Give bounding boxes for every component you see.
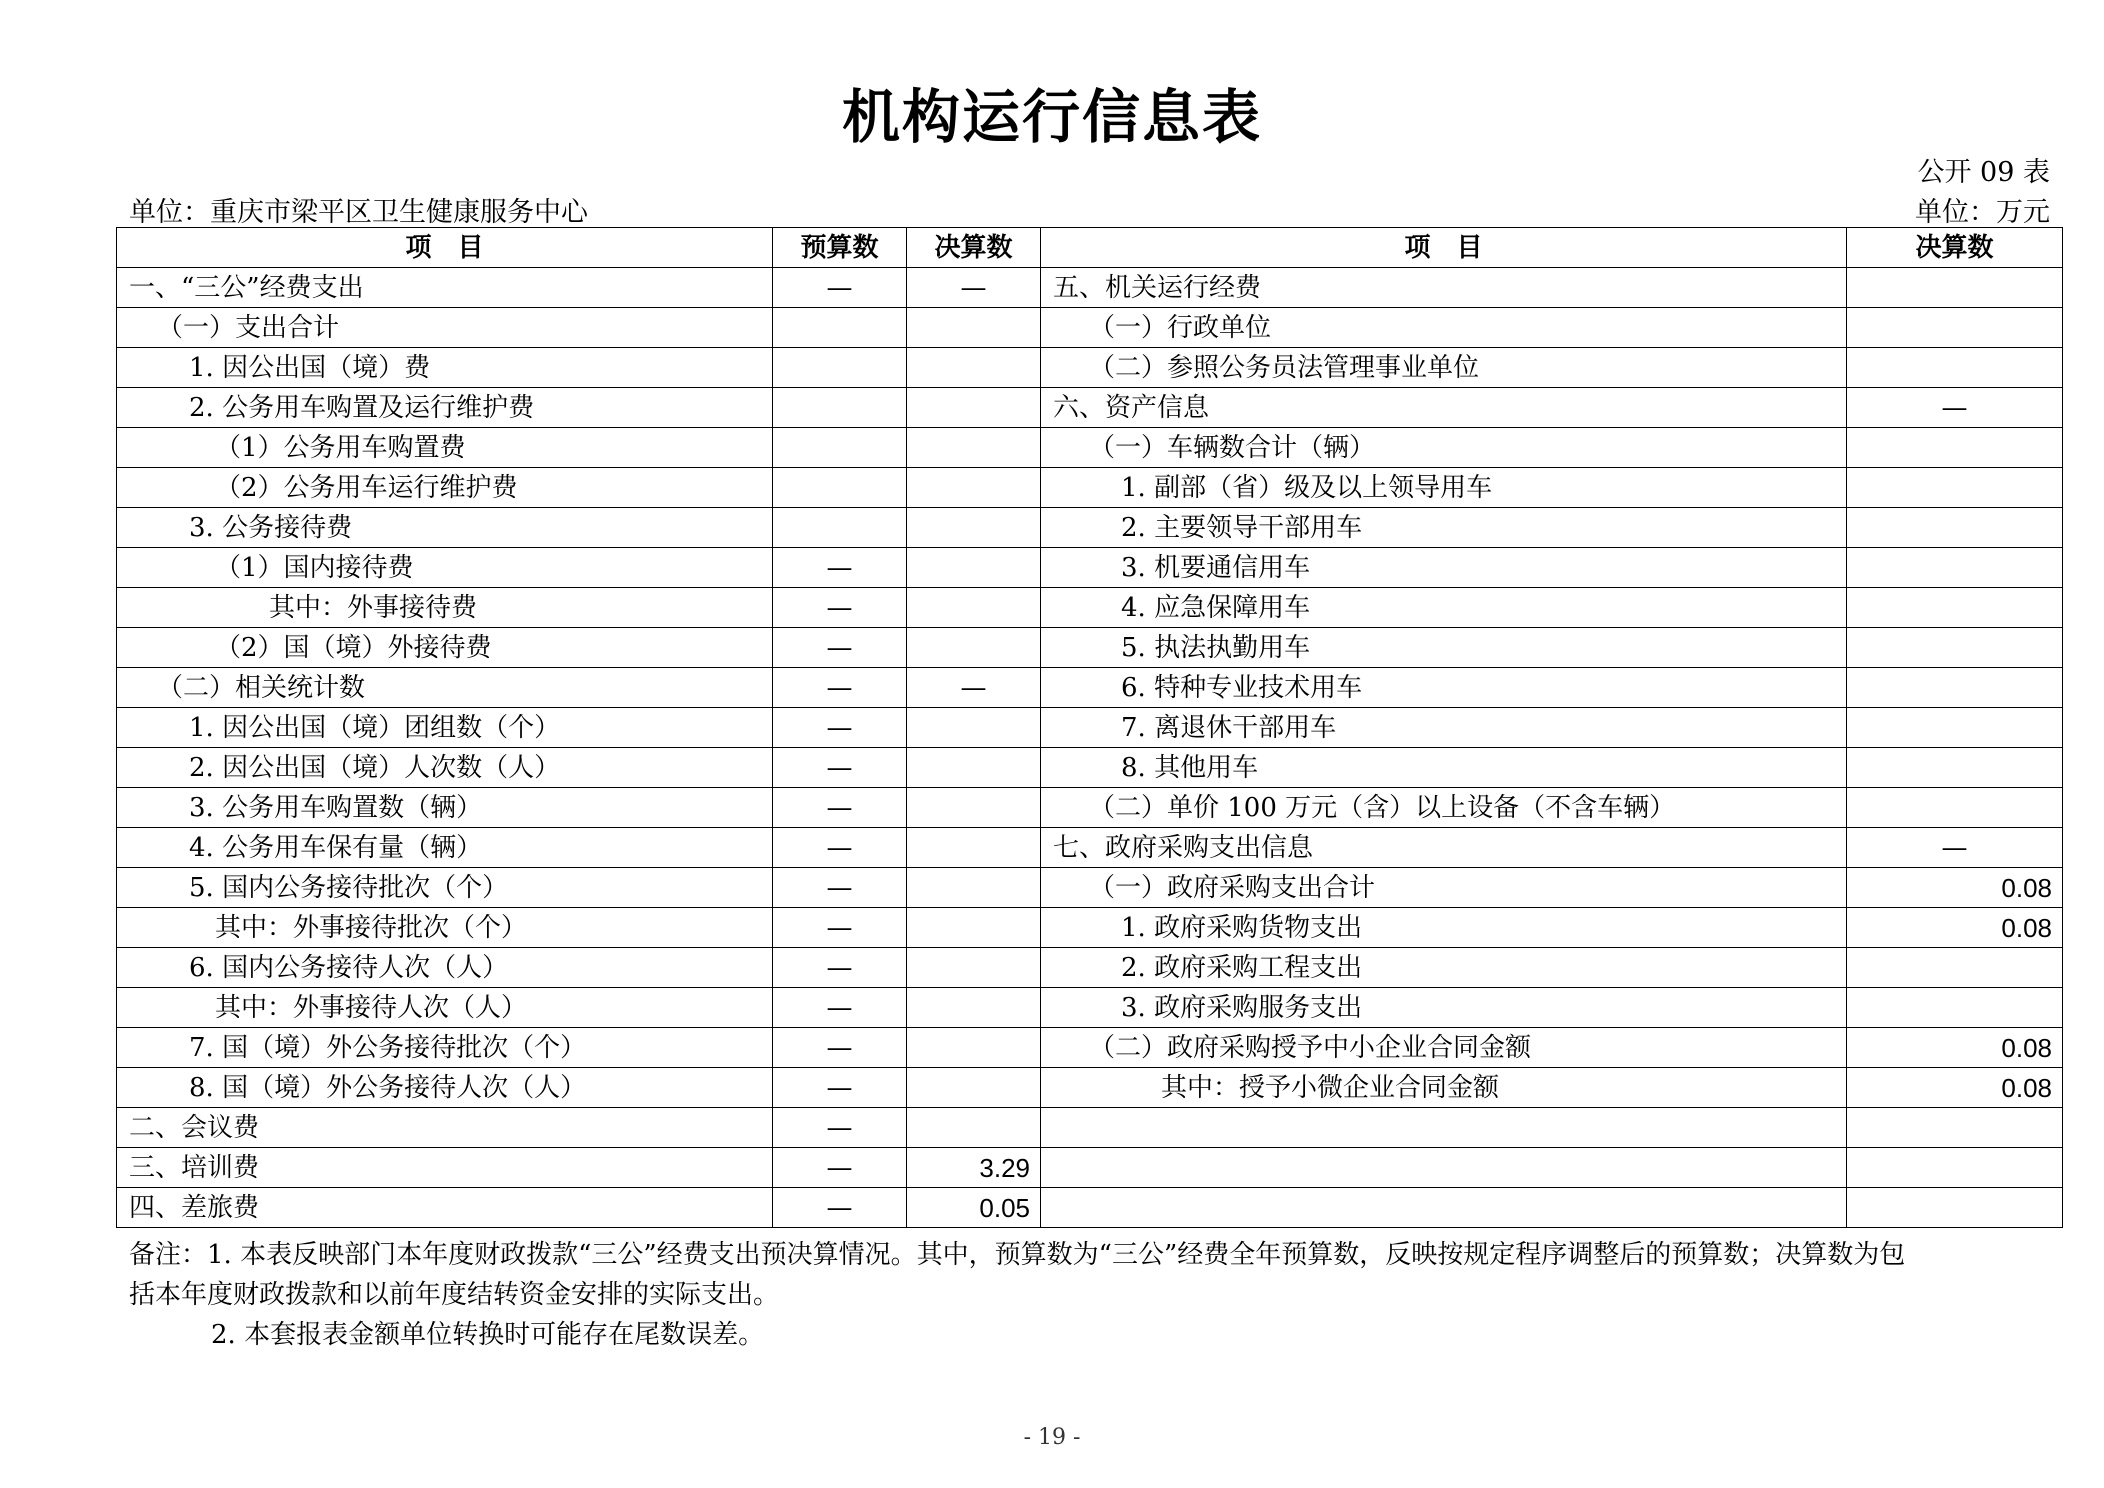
left-budget	[773, 308, 907, 348]
right-item: （一）车辆数合计（辆）	[1041, 428, 1847, 468]
right-item: 其中：授予小微企业合同金额	[1041, 1068, 1847, 1108]
table-row	[117, 748, 2063, 788]
left-budget: —	[773, 1068, 907, 1108]
right-item: 3. 机要通信用车	[1041, 548, 1847, 588]
header-left-budget: 预算数	[773, 228, 907, 268]
left-final	[907, 988, 1041, 1028]
right-item: 2. 主要领导干部用车	[1041, 508, 1847, 548]
left-budget	[773, 348, 907, 388]
table-row	[117, 828, 2063, 868]
left-item: （一）支出合计	[117, 308, 773, 348]
left-item: 4. 公务用车保有量（辆）	[117, 828, 773, 868]
header-right-item: 项 目	[1041, 228, 1847, 268]
right-final	[1847, 588, 2063, 628]
right-item	[1041, 1148, 1847, 1188]
left-item: 其中：外事接待批次（个）	[117, 908, 773, 948]
right-item: 五、机关运行经费	[1041, 268, 1847, 308]
right-item: 8. 其他用车	[1041, 748, 1847, 788]
left-budget: —	[773, 988, 907, 1028]
left-final	[907, 908, 1041, 948]
left-item: 三、培训费	[117, 1148, 773, 1188]
table-header-row	[117, 228, 2063, 268]
right-item: 4. 应急保障用车	[1041, 588, 1847, 628]
left-item: 二、会议费	[117, 1108, 773, 1148]
table-row	[117, 308, 2063, 348]
left-final	[907, 508, 1041, 548]
note-line-1: 备注：1. 本表反映部门本年度财政拨款“三公”经费支出预决算情况。其中，预算数为“三公”经费全年预算数，反映按规定程序调整后的预算数；决算数为包	[129, 1240, 1906, 1270]
table-row	[117, 868, 2063, 908]
left-item: 3. 公务接待费	[117, 508, 773, 548]
left-item: 2. 因公出国（境）人次数（人）	[117, 748, 773, 788]
left-item: 1. 因公出国（境）费	[117, 348, 773, 388]
left-budget: —	[773, 788, 907, 828]
table-row	[117, 788, 2063, 828]
left-final	[907, 1028, 1041, 1068]
right-item: 3. 政府采购服务支出	[1041, 988, 1847, 1028]
left-item: 其中：外事接待费	[117, 588, 773, 628]
left-final	[907, 388, 1041, 428]
right-final	[1847, 748, 2063, 788]
left-budget	[773, 468, 907, 508]
page-title: 机构运行信息表	[841, 83, 1262, 151]
right-final: 0.08	[1847, 1068, 2063, 1108]
right-item: 六、资产信息	[1041, 388, 1847, 428]
left-final	[907, 1108, 1041, 1148]
left-item: 7. 国（境）外公务接待批次（个）	[117, 1028, 773, 1068]
left-item: （1）公务用车购置费	[117, 428, 773, 468]
right-final	[1847, 348, 2063, 388]
right-final: 0.08	[1847, 1028, 2063, 1068]
left-final	[907, 428, 1041, 468]
right-final	[1847, 708, 2063, 748]
right-item: （一）行政单位	[1041, 308, 1847, 348]
unit-organization: 单位：重庆市梁平区卫生健康服务中心	[129, 197, 588, 228]
left-item: 5. 国内公务接待批次（个）	[117, 868, 773, 908]
right-item: （二）单价 100 万元（含）以上设备（不含车辆）	[1041, 788, 1847, 828]
note-line-3: 2. 本套报表金额单位转换时可能存在尾数误差。	[211, 1320, 765, 1350]
left-final	[907, 788, 1041, 828]
right-final	[1847, 1188, 2063, 1228]
right-item: 2. 政府采购工程支出	[1041, 948, 1847, 988]
left-budget: —	[773, 1148, 907, 1188]
left-budget: —	[773, 708, 907, 748]
left-final	[907, 828, 1041, 868]
header-left-final: 决算数	[907, 228, 1041, 268]
left-item: （二）相关统计数	[117, 668, 773, 708]
right-item	[1041, 1108, 1847, 1148]
right-final	[1847, 548, 2063, 588]
right-final	[1847, 948, 2063, 988]
right-item: 七、政府采购支出信息	[1041, 828, 1847, 868]
table-row	[117, 588, 2063, 628]
left-budget: —	[773, 588, 907, 628]
page-number: - 19 -	[1023, 1425, 1081, 1450]
table-row	[117, 1028, 2063, 1068]
right-final: —	[1847, 388, 2063, 428]
table-row	[117, 988, 2063, 1028]
table-row	[117, 1148, 2063, 1188]
right-final	[1847, 668, 2063, 708]
right-final	[1847, 1148, 2063, 1188]
table-row	[117, 1108, 2063, 1148]
left-final	[907, 548, 1041, 588]
unit-currency: 单位：万元	[1915, 197, 2050, 228]
right-final	[1847, 988, 2063, 1028]
right-final	[1847, 428, 2063, 468]
left-item: （1）国内接待费	[117, 548, 773, 588]
right-final	[1847, 788, 2063, 828]
left-item: 其中：外事接待人次（人）	[117, 988, 773, 1028]
left-budget: —	[773, 1108, 907, 1148]
table-row	[117, 908, 2063, 948]
left-item: 一、“三公”经费支出	[117, 268, 773, 308]
right-final	[1847, 308, 2063, 348]
left-budget: —	[773, 668, 907, 708]
left-final	[907, 468, 1041, 508]
left-budget	[773, 508, 907, 548]
left-budget: —	[773, 1028, 907, 1068]
left-final	[907, 748, 1041, 788]
left-budget: —	[773, 908, 907, 948]
left-item: 四、差旅费	[117, 1188, 773, 1228]
right-final	[1847, 468, 2063, 508]
left-final	[907, 948, 1041, 988]
table-row	[117, 1188, 2063, 1228]
left-item: 8. 国（境）外公务接待人次（人）	[117, 1068, 773, 1108]
right-final	[1847, 1108, 2063, 1148]
operation-info-table	[116, 227, 2063, 1228]
left-budget: —	[773, 268, 907, 308]
table-row	[117, 428, 2063, 468]
left-final: —	[907, 668, 1041, 708]
table-row	[117, 468, 2063, 508]
left-item: 6. 国内公务接待人次（人）	[117, 948, 773, 988]
left-final	[907, 348, 1041, 388]
left-final	[907, 708, 1041, 748]
header-right-final: 决算数	[1847, 228, 2063, 268]
left-item: 3. 公务用车购置数（辆）	[117, 788, 773, 828]
right-item: （二）政府采购授予中小企业合同金额	[1041, 1028, 1847, 1068]
header-left-item: 项 目	[117, 228, 773, 268]
table-row	[117, 388, 2063, 428]
left-item: 1. 因公出国（境）团组数（个）	[117, 708, 773, 748]
table-row	[117, 628, 2063, 668]
table-row	[117, 668, 2063, 708]
right-final	[1847, 628, 2063, 668]
right-item: 1. 副部（省）级及以上领导用车	[1041, 468, 1847, 508]
table-row	[117, 708, 2063, 748]
left-final: 3.29	[907, 1148, 1041, 1188]
note-line-2: 括本年度财政拨款和以前年度结转资金安排的实际支出。	[129, 1280, 780, 1310]
left-final: —	[907, 268, 1041, 308]
right-item: 5. 执法执勤用车	[1041, 628, 1847, 668]
left-budget: —	[773, 828, 907, 868]
table-row	[117, 348, 2063, 388]
right-item	[1041, 1188, 1847, 1228]
table-row	[117, 1068, 2063, 1108]
right-item: （一）政府采购支出合计	[1041, 868, 1847, 908]
left-budget: —	[773, 748, 907, 788]
right-item: 1. 政府采购货物支出	[1041, 908, 1847, 948]
table-row	[117, 508, 2063, 548]
left-final	[907, 628, 1041, 668]
right-final: 0.08	[1847, 868, 2063, 908]
left-item: 2. 公务用车购置及运行维护费	[117, 388, 773, 428]
right-final	[1847, 268, 2063, 308]
right-item: 6. 特种专业技术用车	[1041, 668, 1847, 708]
right-final: —	[1847, 828, 2063, 868]
left-final	[907, 1068, 1041, 1108]
left-budget: —	[773, 628, 907, 668]
right-final	[1847, 508, 2063, 548]
left-final	[907, 308, 1041, 348]
left-budget	[773, 388, 907, 428]
left-budget: —	[773, 868, 907, 908]
right-item: （二）参照公务员法管理事业单位	[1041, 348, 1847, 388]
left-budget: —	[773, 948, 907, 988]
left-final: 0.05	[907, 1188, 1041, 1228]
left-budget	[773, 428, 907, 468]
left-final	[907, 868, 1041, 908]
left-budget: —	[773, 548, 907, 588]
left-final	[907, 588, 1041, 628]
right-item: 7. 离退休干部用车	[1041, 708, 1847, 748]
form-number: 公开 09 表	[1917, 157, 2050, 188]
table-row	[117, 548, 2063, 588]
table-row	[117, 268, 2063, 308]
table-row	[117, 948, 2063, 988]
right-final: 0.08	[1847, 908, 2063, 948]
left-item: （2）国（境）外接待费	[117, 628, 773, 668]
left-item: （2）公务用车运行维护费	[117, 468, 773, 508]
left-budget: —	[773, 1188, 907, 1228]
